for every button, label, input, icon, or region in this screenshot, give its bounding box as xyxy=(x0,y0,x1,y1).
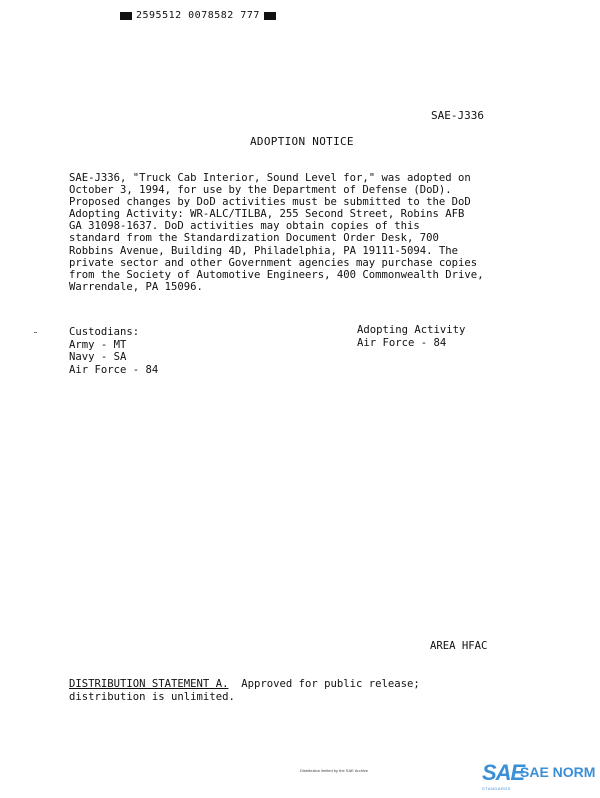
adopting-activity-block xyxy=(357,324,465,349)
custodians-block xyxy=(69,326,158,376)
barcode-line xyxy=(120,10,276,22)
body-line: SAE-J336, "Truck Cab Interior, Sound Level for," was adopted on xyxy=(69,172,471,184)
page-title: ADOPTION NOTICE xyxy=(250,135,354,148)
footer-note: Distribution limited by the SAE Archive xyxy=(300,768,369,773)
sae-norm-wordmark: SAE NORM xyxy=(520,764,596,780)
custodian-item: Air Force - 84 xyxy=(69,363,159,376)
area-code: AREA HFAC xyxy=(430,640,488,652)
body-line: Robbins Avenue, Building 4D, Philadelphia, PA 19111-5094. The xyxy=(69,244,459,257)
body-line: GA 31098-1637. DoD activities may obtain copies of this xyxy=(69,220,420,233)
custodian-item: Army - MT xyxy=(69,338,127,351)
barcode-number: 2595512 0078582 777 xyxy=(136,10,260,21)
adopting-activity-value: Air Force - 84 xyxy=(357,336,447,349)
body-line: Adopting Activity: WR-ALC/TILBA, 255 Second Street, Robins AFB xyxy=(69,208,465,221)
body-line: standard from the Standardization Document Order Desk, 700 xyxy=(69,232,439,245)
margin-mark xyxy=(34,332,37,333)
body-line: private sector and other Government agencies may purchase copies xyxy=(69,256,478,269)
body-line: from the Society of Automotive Engineers, 400 Commonwealth Drive, xyxy=(69,268,484,281)
distribution-text-1: Approved for public release; xyxy=(241,678,420,690)
adopting-activity-heading: Adopting Activity xyxy=(357,324,466,336)
notice-body xyxy=(69,172,544,293)
distribution-statement xyxy=(69,678,420,703)
custodian-item: Navy - SA xyxy=(69,351,127,364)
document-id: SAE-J336 xyxy=(431,109,484,122)
body-line: October 3, 1994, for use by the Department of Defense (DoD). xyxy=(69,184,452,197)
logo-subtitle: STANDARDS xyxy=(482,786,511,791)
custodians-heading: Custodians: xyxy=(69,326,140,338)
body-line: Warrendale, PA 15096. xyxy=(69,280,203,293)
distribution-label: DISTRIBUTION STATEMENT A. xyxy=(69,678,229,690)
sae-norm-logo xyxy=(482,760,594,794)
body-line: Proposed changes by DoD activities must be submitted to the DoD xyxy=(69,196,471,209)
sae-logo-mark: SAE xyxy=(482,760,525,785)
barcode-block-left xyxy=(120,12,132,20)
barcode-block-right xyxy=(264,12,276,20)
distribution-text-2: distribution is unlimited. xyxy=(69,690,235,703)
